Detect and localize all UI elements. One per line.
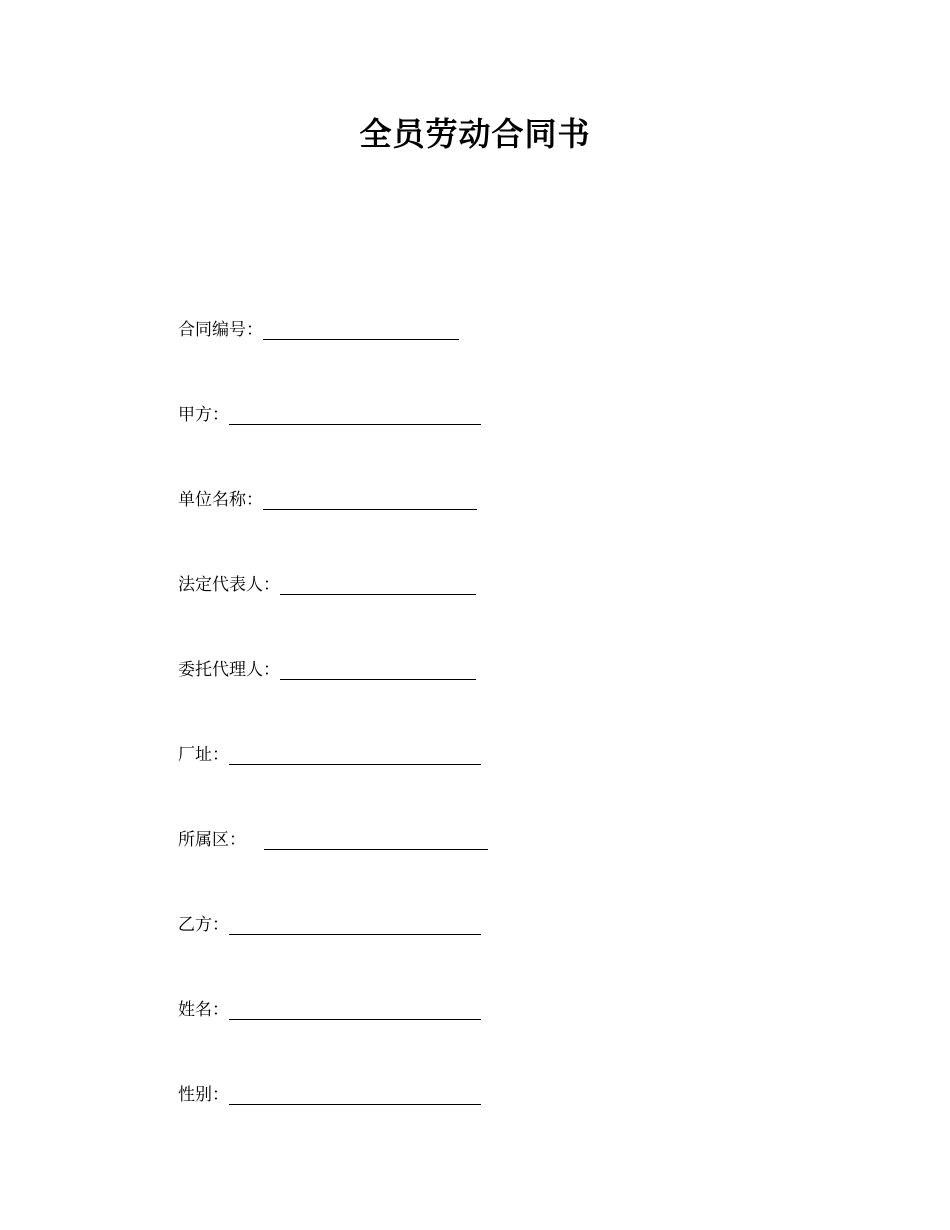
document-title: 全员劳动合同书 xyxy=(359,115,591,153)
field-company-name xyxy=(178,487,477,511)
blank-line[interactable] xyxy=(229,404,481,425)
blank-line[interactable] xyxy=(229,744,481,765)
field-label: 厂址： xyxy=(178,745,229,765)
field-factory-address xyxy=(178,742,481,766)
field-label: 合同编号： xyxy=(178,320,263,340)
field-label: 性别： xyxy=(178,1085,229,1105)
blank-line[interactable] xyxy=(263,319,459,340)
field-label: 乙方： xyxy=(178,915,229,935)
blank-line[interactable] xyxy=(229,999,481,1020)
blank-line[interactable] xyxy=(264,829,488,850)
field-party-b xyxy=(178,912,481,936)
field-contract-number xyxy=(178,317,459,341)
blank-line[interactable] xyxy=(229,1084,481,1105)
field-label: 法定代表人： xyxy=(178,575,280,595)
field-label: 委托代理人： xyxy=(178,660,280,680)
field-name xyxy=(178,997,481,1021)
blank-line[interactable] xyxy=(229,914,481,935)
field-label: 姓名： xyxy=(178,1000,229,1020)
field-label: 甲方： xyxy=(178,405,229,425)
field-authorized-agent xyxy=(178,657,476,681)
field-district xyxy=(178,827,488,851)
field-gender xyxy=(178,1082,481,1106)
field-label: 单位名称： xyxy=(178,490,263,510)
blank-line[interactable] xyxy=(263,489,477,510)
blank-line[interactable] xyxy=(280,659,476,680)
blank-line[interactable] xyxy=(280,574,476,595)
field-label: 所属区： xyxy=(178,830,246,850)
field-party-a xyxy=(178,402,481,426)
field-legal-representative xyxy=(178,572,476,596)
